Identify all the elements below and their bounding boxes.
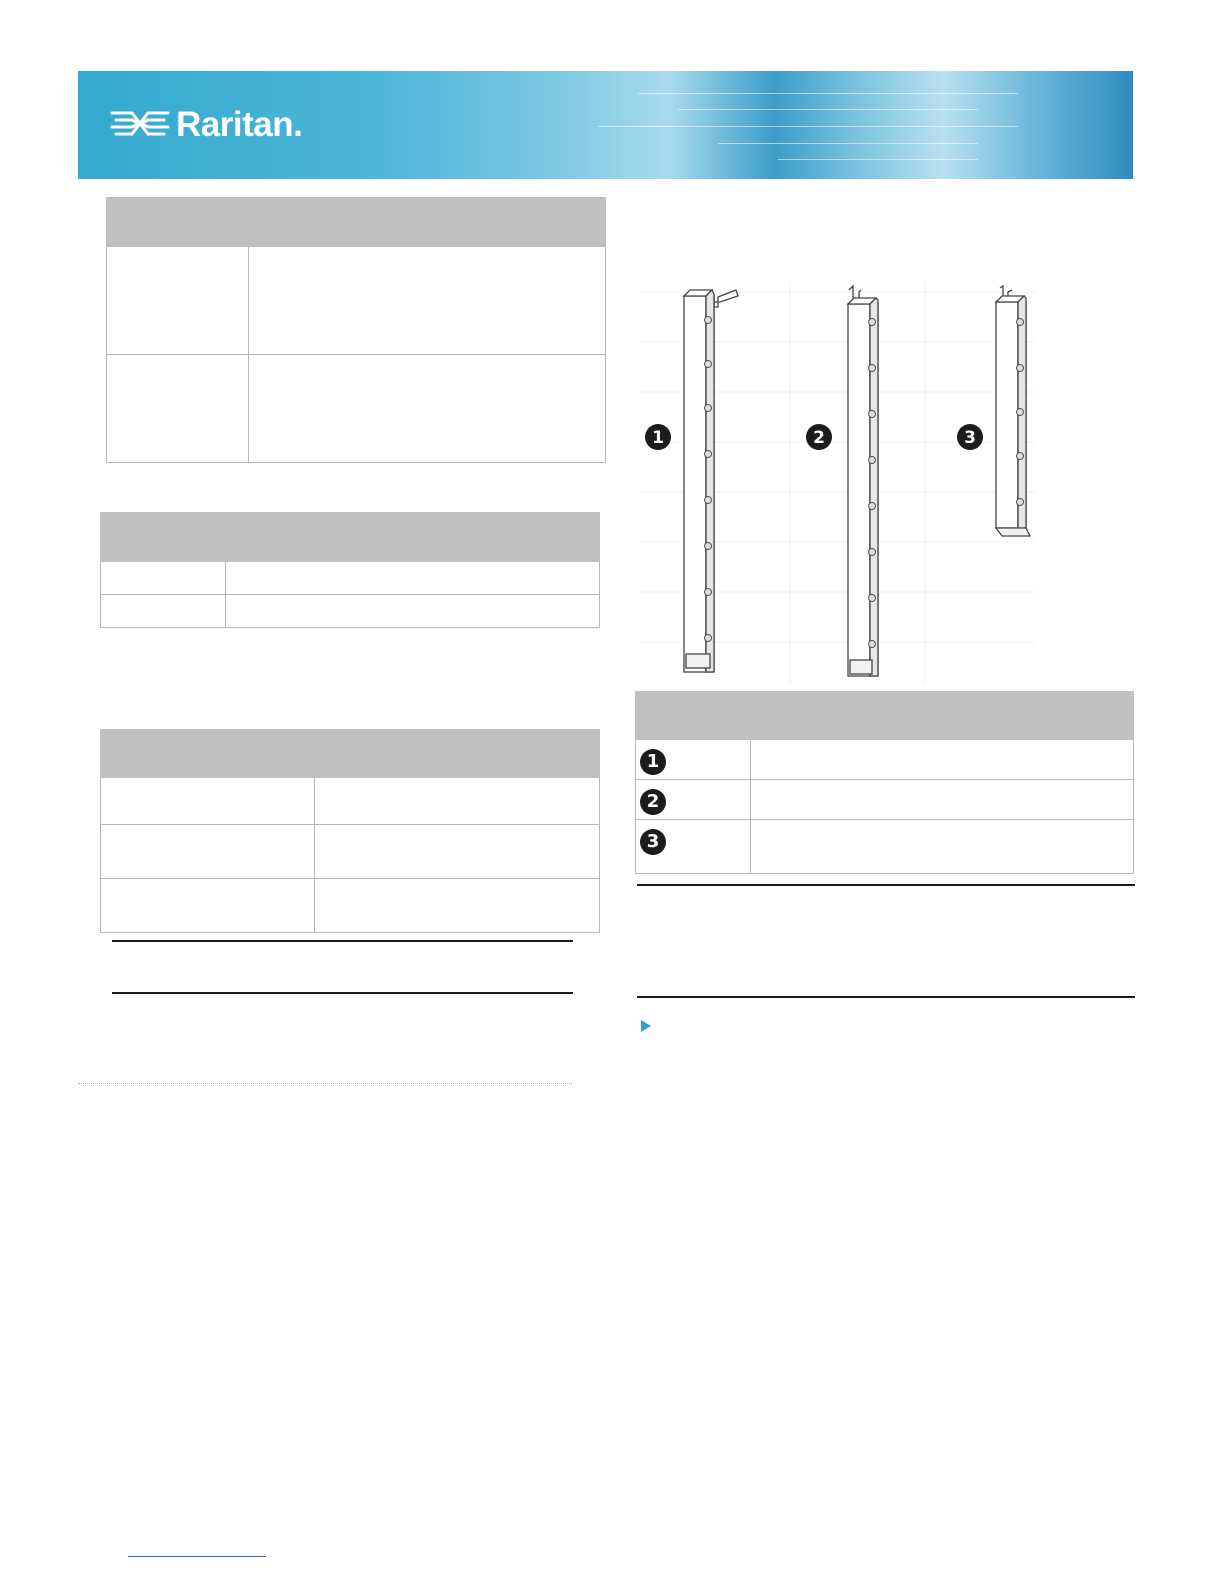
- figure-legend-table: [635, 691, 1134, 874]
- raritan-logo: [110, 105, 302, 145]
- table-row: [101, 778, 600, 825]
- table-cell: [751, 780, 1134, 820]
- table-header-row: [101, 513, 600, 562]
- table-row: [107, 247, 606, 355]
- table-header-row: [107, 198, 606, 247]
- table-header-cell: [101, 730, 315, 778]
- table-cell: [226, 595, 600, 628]
- pdu-unit-1: [684, 290, 738, 672]
- table-row: [107, 355, 606, 463]
- table-cell: [107, 247, 249, 355]
- table-cell: [751, 740, 1134, 780]
- callout-label: 2: [813, 428, 825, 448]
- raritan-logo-icon: [110, 105, 170, 145]
- table-row: [636, 740, 1134, 780]
- note-bottom-rule-right: [637, 996, 1135, 998]
- table-cell: [107, 355, 249, 463]
- pdu-unit-2: [848, 286, 878, 676]
- table-header-row: [101, 730, 600, 778]
- table-cell: [249, 247, 606, 355]
- pdu-unit-3: [996, 286, 1030, 536]
- note-top-rule: [112, 940, 573, 942]
- table-cell: [101, 825, 315, 879]
- callout-1-icon: 1: [640, 749, 666, 775]
- table-cell: [636, 820, 751, 874]
- section-divider: [78, 1083, 572, 1084]
- note-bottom-rule: [112, 992, 573, 994]
- table-header-cell: [226, 513, 600, 562]
- spec-table-1: [106, 197, 606, 463]
- brand-name: Raritan.: [176, 105, 303, 144]
- callout-label: 1: [652, 428, 664, 448]
- table-header-row: [636, 692, 1134, 740]
- table-cell: [315, 778, 600, 825]
- table-header-cell: [101, 513, 226, 562]
- table-header-cell: [249, 198, 606, 247]
- table-row: [101, 562, 600, 595]
- spec-table-3: [100, 729, 600, 933]
- pdu-figure: [640, 282, 1035, 684]
- table-cell: [101, 562, 226, 595]
- note-top-rule-right: [637, 884, 1135, 886]
- table-row: [636, 820, 1134, 874]
- table-header-cell: [636, 692, 751, 740]
- table-cell: [101, 778, 315, 825]
- table-header-cell: [751, 692, 1134, 740]
- callout-3-icon: 3: [640, 829, 666, 855]
- table-cell: [315, 825, 600, 879]
- figure-callout-3: [957, 424, 983, 450]
- table-header-cell: [107, 198, 249, 247]
- figure-callout-2: [806, 424, 832, 450]
- table-row: [101, 595, 600, 628]
- table-cell: [636, 740, 751, 780]
- table-cell: [101, 879, 315, 933]
- table-cell: [101, 595, 226, 628]
- callout-2-icon: 2: [640, 789, 666, 815]
- triangle-bullet-icon: [641, 1020, 651, 1032]
- table-cell: [636, 780, 751, 820]
- table-cell: [249, 355, 606, 463]
- table-header-cell: [315, 730, 600, 778]
- table-row: [636, 780, 1134, 820]
- table-cell: [226, 562, 600, 595]
- table-row: [101, 879, 600, 933]
- table-cell: [315, 879, 600, 933]
- callout-label: 3: [964, 428, 976, 448]
- spec-table-2: [100, 512, 600, 628]
- figure-callout-1: [645, 424, 671, 450]
- footer-link[interactable]: [128, 1556, 266, 1557]
- table-row: [101, 825, 600, 879]
- table-cell: [751, 820, 1134, 874]
